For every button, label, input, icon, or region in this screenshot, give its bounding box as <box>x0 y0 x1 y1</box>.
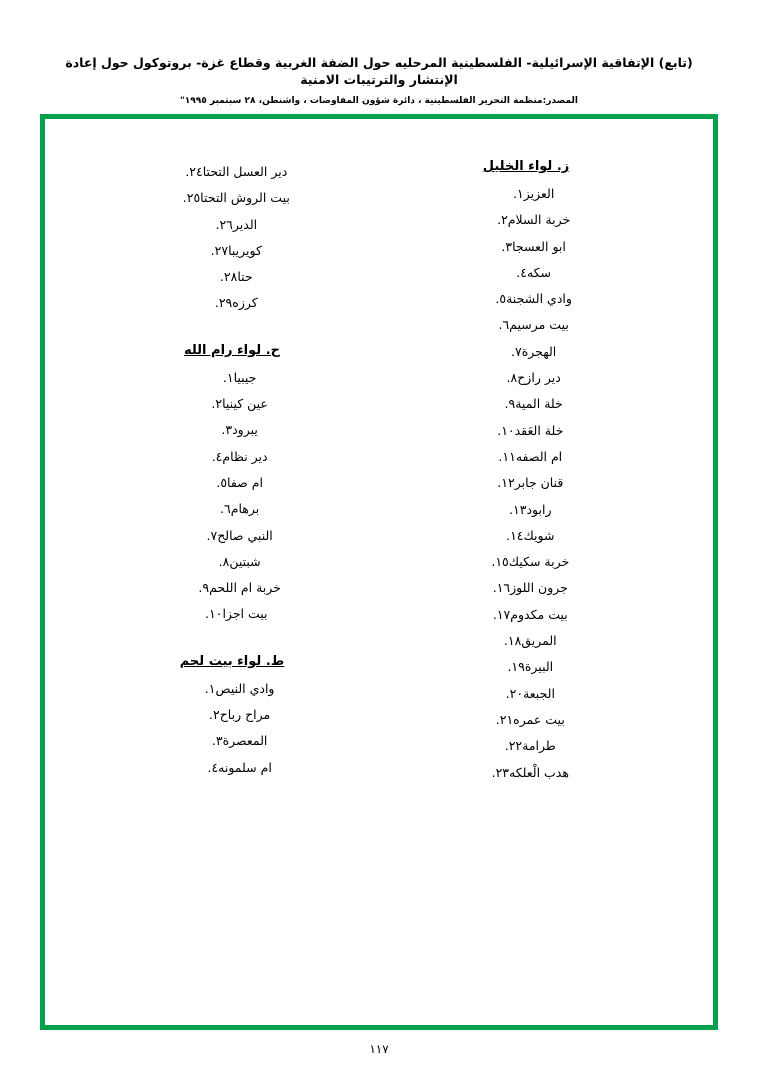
list-item <box>399 444 653 470</box>
list-item-number: ١٠. <box>205 606 223 622</box>
list-item-name: وادي النيص <box>215 680 275 696</box>
list-item-name: ام صفا <box>227 474 263 490</box>
list-item <box>399 470 653 496</box>
list-item <box>399 707 653 733</box>
list-item <box>399 181 653 207</box>
list-item-name: ابو العسجا <box>512 238 566 254</box>
list-item-name: مراح رباح <box>219 707 271 723</box>
list-item-number: ١. <box>204 680 216 696</box>
list-item <box>105 575 359 601</box>
list-item-number: ٢٩. <box>214 295 233 311</box>
list-item <box>399 628 653 654</box>
list-item <box>399 365 653 391</box>
list-item-name: برهام <box>230 501 260 517</box>
list-item <box>105 755 359 781</box>
list-item-name: خلة العَقد <box>514 422 564 438</box>
list-item-name: خلة المية <box>515 396 563 412</box>
list-bethlehem <box>105 676 359 781</box>
list-item-number: ١٣. <box>509 501 527 517</box>
list-item-number: ٨. <box>218 553 230 569</box>
list-item-number: ١٩. <box>507 659 525 675</box>
list-item-number: ٢٥. <box>182 190 201 206</box>
list-item-number: ٢. <box>211 396 223 412</box>
list-item-name: بيت اجزا <box>222 606 268 622</box>
list-item-name: بيت مكدوم <box>510 606 568 622</box>
list-item <box>399 260 653 286</box>
list-item <box>105 601 359 627</box>
list-item-number: ٢٢. <box>504 738 523 754</box>
list-item-name: جيبيا <box>233 369 257 385</box>
list-item <box>399 654 653 680</box>
list-item <box>105 159 359 185</box>
list-item-name: المريق <box>521 633 557 649</box>
list-item-number: ٢٤. <box>185 164 203 179</box>
list-item <box>105 496 359 522</box>
list-item <box>105 391 359 417</box>
column-left <box>45 159 379 1025</box>
list-item-name: البيرة <box>524 659 554 675</box>
list-item <box>105 728 359 754</box>
green-border-frame <box>40 114 718 1030</box>
list-item-number: ١. <box>222 369 234 385</box>
list-item-name: الدير <box>232 216 258 232</box>
document-header <box>0 55 758 106</box>
list-item-number: ٤. <box>516 264 527 280</box>
list-item <box>399 391 653 417</box>
list-item-name: ام سلمونه <box>218 759 272 775</box>
list-item-number: ١. <box>513 186 524 201</box>
list-item <box>399 234 653 260</box>
list-item-name: بيت مرسيم <box>509 317 569 333</box>
list-item-number: ٧. <box>206 527 218 543</box>
list-item <box>105 470 359 496</box>
list-item <box>399 760 653 786</box>
list-item-number: ٢٨. <box>219 269 238 285</box>
list-item-name: عين كينيا <box>222 396 268 412</box>
list-item-number: ٦. <box>220 501 231 517</box>
document-title: (تابع) الإتفاقية الإسرائيلية- الفلسطينية المرحليه حول الضفة الغربية وقطاع غزة- بروتوكول حول إعادة الإنتشار والترتيبات الامنية <box>65 55 693 87</box>
list-ramallah <box>105 365 359 628</box>
list-item <box>399 681 653 707</box>
list-item-number: ١٠. <box>497 422 515 438</box>
list-item-name: جرون اللوز <box>510 580 568 596</box>
list-item <box>399 339 653 365</box>
list-item-name: رابود <box>526 501 552 517</box>
list-hebron-continued <box>105 159 359 317</box>
list-item-name: وادي الشجنة <box>506 291 572 307</box>
list-item <box>105 523 359 549</box>
list-item-number: ٣. <box>211 733 223 749</box>
list-item-number: ٢١. <box>495 711 514 727</box>
list-item <box>399 523 653 549</box>
list-item <box>399 549 653 575</box>
list-item-number: ٦. <box>498 317 510 333</box>
list-item-number: ٨. <box>506 370 518 386</box>
list-item <box>399 286 653 312</box>
list-item-number: ٥. <box>216 474 228 490</box>
list-item-number: ٩. <box>504 396 516 412</box>
list-item <box>399 418 653 444</box>
list-item <box>105 676 359 702</box>
list-item-number: ٢٣. <box>491 764 510 780</box>
list-item-name: كرزه <box>232 295 258 311</box>
list-item <box>105 212 359 238</box>
section-heading-ramallah: ح. لواء رام الله <box>183 342 280 358</box>
list-item-number: ١٨. <box>503 633 522 649</box>
list-item-number: ٣. <box>221 422 233 438</box>
list-item-number: ٢٧. <box>210 242 229 258</box>
list-item-number: ٢. <box>497 212 508 228</box>
list-item-name: حتا <box>237 269 253 285</box>
list-item <box>399 733 653 759</box>
list-item-name: العزيز <box>523 186 555 201</box>
list-item <box>105 185 359 211</box>
list-item-number: ١٦. <box>492 580 511 596</box>
list-item-name: كويريبا <box>228 242 262 258</box>
list-item-name: الجبعة <box>523 685 555 701</box>
list-hebron <box>399 181 653 786</box>
list-item <box>105 702 359 728</box>
list-item <box>105 290 359 316</box>
list-item-number: ٣. <box>501 238 513 254</box>
page-number: ١١٧ <box>369 1042 389 1056</box>
list-item-number: ٤. <box>207 759 219 775</box>
list-item-name: خربة سكيك <box>508 554 570 570</box>
list-item-name: سكه <box>526 264 552 280</box>
list-item-name: شويك <box>523 527 555 543</box>
section-heading-hebron: ز. لواء الخليل <box>482 159 570 174</box>
section-heading-bethlehem: ط. لواء بيت لحم <box>179 653 285 669</box>
list-item-number: ٩. <box>198 580 210 596</box>
list-item-name: الهجرة <box>521 343 557 359</box>
list-item-name: شبتين <box>229 553 261 569</box>
list-item-name: بيت الروش التحتا <box>200 190 290 206</box>
list-item-number: ٢٦. <box>215 216 233 232</box>
list-item-name: هدب الْعلكه <box>509 764 569 780</box>
list-item-name: المعصرة <box>222 733 268 749</box>
column-right <box>379 159 713 1025</box>
list-item <box>399 207 653 233</box>
list-item <box>399 602 653 628</box>
list-item-number: ٢. <box>209 707 220 723</box>
list-item-number: ٤. <box>211 448 223 464</box>
list-item <box>399 497 653 523</box>
list-item <box>105 417 359 443</box>
list-item <box>399 575 653 601</box>
list-item <box>105 444 359 470</box>
list-item <box>105 365 359 391</box>
list-item-name: دير العسل التحتا <box>202 164 288 179</box>
two-column-layout <box>45 159 713 1025</box>
list-item-number: ٥. <box>495 291 507 307</box>
document-source-line: المصدر:منظمة التحرير الفلسطينية ، دائرة شؤون المفاوضات ، واشنطن، ٢٨ سبتمبر ١٩٩٥" <box>180 95 578 106</box>
list-item <box>105 264 359 290</box>
list-item-name: قنان جابر <box>514 475 564 491</box>
list-item <box>105 549 359 575</box>
list-item-number: ٧. <box>511 343 522 359</box>
list-item <box>105 238 359 264</box>
list-item-number: ١٧. <box>492 606 511 622</box>
list-item-name: بيت عمره <box>513 711 565 727</box>
list-item-number: ١١. <box>498 448 516 464</box>
list-item <box>399 312 653 338</box>
list-item-name: دير رازح <box>517 370 561 386</box>
list-item-number: ١٥. <box>491 554 509 570</box>
list-item-number: ٢٠. <box>505 685 524 701</box>
list-item-number: ١٢. <box>497 475 515 491</box>
list-item-name: يبرود <box>232 422 258 438</box>
list-item-name: دير نظام <box>222 448 268 464</box>
list-item-name: خربة السلام <box>507 212 571 228</box>
list-item-number: ١٤. <box>506 527 524 543</box>
list-item-name: خربة ام اللحم <box>209 580 281 596</box>
list-item-name: النبي صالح <box>217 527 273 543</box>
list-item-name: ام الصفه <box>515 448 563 464</box>
list-item-name: طرامة <box>522 738 556 754</box>
